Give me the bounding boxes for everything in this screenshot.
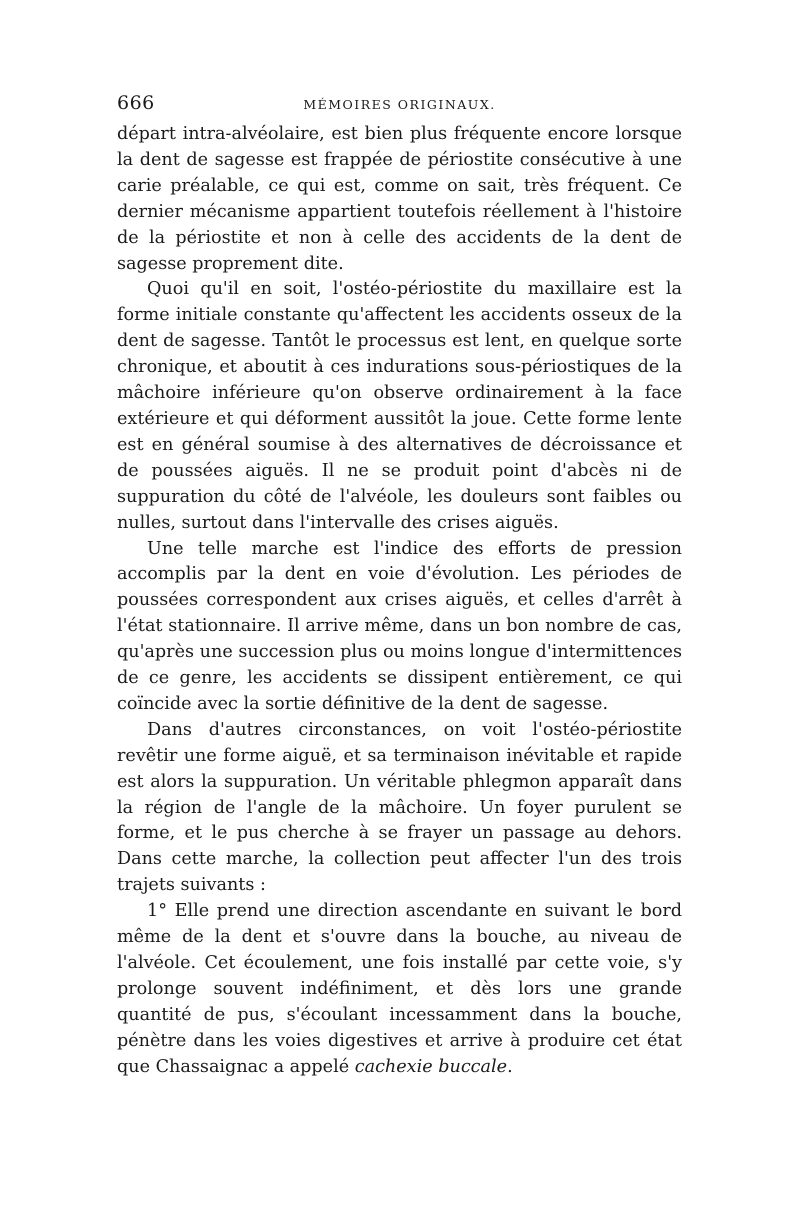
final-punct: . xyxy=(507,1056,513,1077)
paragraph-5 xyxy=(117,899,682,1080)
paragraph-3: Une telle marche est l'indice des efforts de pression accomplis par la dent en voie d'évolution. Les périodes de poussées correspondent aux crises aiguës, et celles d'arrêt à l'état stationnaire. Il arrive même, dans un bon nombre de cas, qu'après une succession plus ou moins longue d'intermittences de ce genre, les accidents se dissipent entièrement, ce qui coïncide avec la sortie définitive de la dent de sagesse. xyxy=(117,538,682,714)
running-head: MÉMOIRES ORIGINAUX. xyxy=(303,97,496,112)
page-number: 666 xyxy=(117,92,155,114)
paragraph-4: Dans d'autres circonstances, on voit l'ostéo-périostite revêtir une forme aiguë, et sa terminaison inévitable et rapide est alors la suppuration. Un véritable phlegmon apparaît dans la région de l'angle de la mâchoire. Un foyer purulent se forme, et le pus cherche à se frayer un passage au dehors. Dans cette marche, la collection peut affecter l'un des trois trajets suivants : xyxy=(117,719,682,896)
paragraph-5-text: 1° Elle prend une direction ascendante en suivant le bord même de la dent et s'ouvre dans la bouche, au niveau de l'alvéole. Cet écoulement, une fois installé par cette voie, s'y prolonge souvent indéfiniment, et dès lors une grande quantité de pus, s'écoulant incessamment dans la bouche, pénètre dans les voies digestives et arrive à produire cet état que Chassaignac a appelé xyxy=(117,901,682,1077)
paragraph-2: Quoi qu'il en soit, l'ostéo-périostite du maxillaire est la forme initiale constante qu'affectent les accidents osseux de la dent de sagesse. Tantôt le processus est lent, en quelque sorte chronique, et aboutit à ces indurations sous-périostiques de la mâchoire inférieure qu'on observe ordinairement à la face extérieure et qui déforment aussitôt la joue. Cette forme lente est en général soumise à des alternatives de décroissance et de poussées aiguës. Il ne se produit point d'abcès ni de suppuration du côté de l'alvéole, les douleurs sont faibles ou nulles, surtout dans l'intervalle des crises aiguës. xyxy=(117,279,682,533)
paragraph-1: départ intra-alvéolaire, est bien plus fréquente encore lorsque la dent de sagesse est frappée de périostite consécutive à une carie préalable, ce qui est, comme on sait, très fréquent. Ce dernier mécanisme appartient toutefois réellement à l'histoire de la périostite et non à celle des accidents de la dent de sagesse proprement dite. xyxy=(117,124,682,274)
page-header xyxy=(117,92,682,122)
body-text xyxy=(117,122,682,1081)
italic-term: cachexie buccale xyxy=(354,1056,508,1077)
document-page xyxy=(117,92,682,1081)
